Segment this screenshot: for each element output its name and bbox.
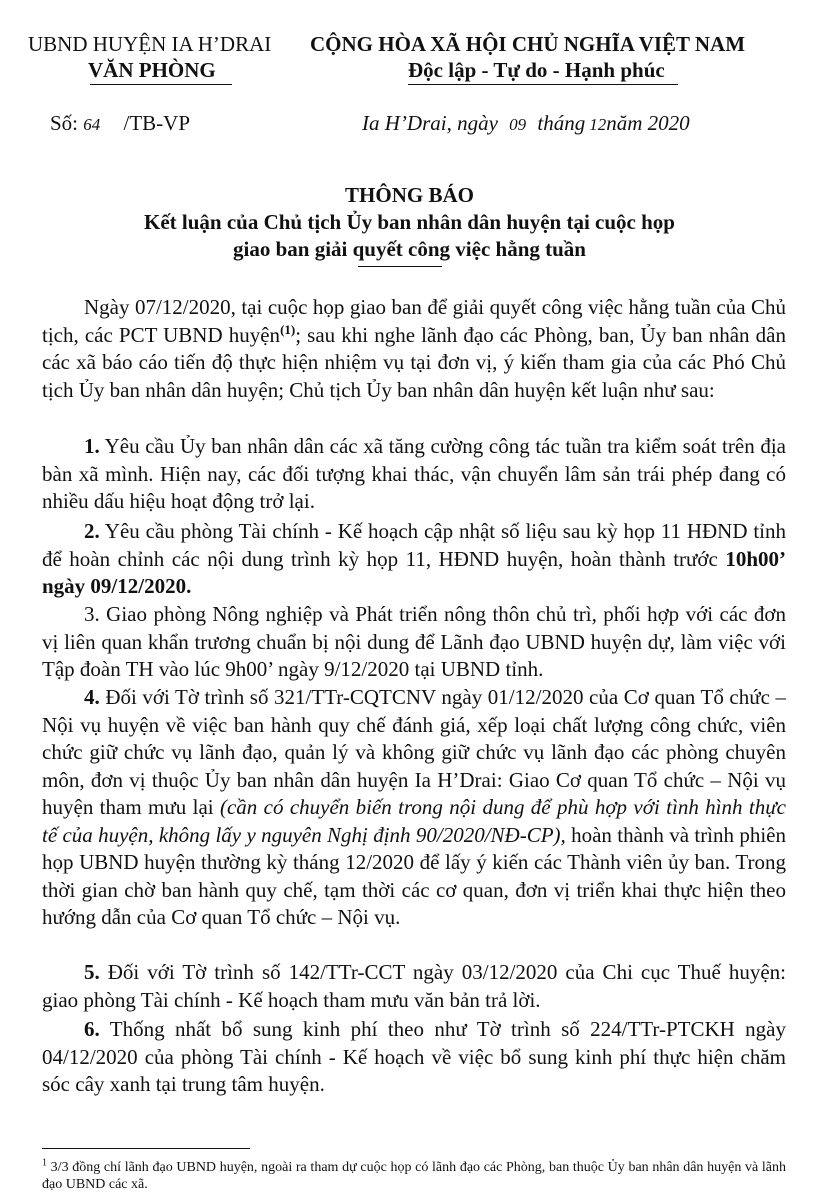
item-number: 4. xyxy=(84,685,100,709)
agency-name: UBND HUYỆN IA H’DRAI xyxy=(28,32,272,56)
footnote-mark: 1 xyxy=(42,1157,47,1169)
date-day: 09 xyxy=(509,115,527,134)
agency-underline xyxy=(90,84,232,85)
item-text: Đối với Tờ trình số 142/TTr-CCT ngày 03/12/2020 của Chi cục Thuế huyện: giao phòng Tài chính - Kế hoạch tham mưu văn bản trả lời. xyxy=(42,960,786,1012)
item-tail: hoàn thành và trình phiên họp UBND huyện thường kỳ tháng 12/2020 để lấy ý kiến các Thành viên ủy ban. Trong thời gian chờ ban hành quy chế, tạm thời các cơ quan, đơn vị triển khai thực hiện theo hướng dẫn của Cơ quan Tổ chức – Nội vụ. xyxy=(42,822,786,929)
deadline: 10h00’ ngày 09/12/2020. xyxy=(42,546,786,598)
footnote-text: 3/3 đồng chí lãnh đạo UBND huyện, ngoài ra tham dự cuộc họp có lãnh đạo các Phòng, ban thuộc Ủy ban nhân dân huyện và lãnh đạo UBND các xã. xyxy=(42,1160,786,1192)
date-prefix: Ia H’Drai, ngày xyxy=(362,111,498,135)
date-year: năm 2020 xyxy=(606,111,690,135)
item-6 xyxy=(42,1016,786,1099)
item-5 xyxy=(42,959,786,1014)
document-title: THÔNG BÁO xyxy=(345,183,474,207)
motto-underline xyxy=(408,84,678,85)
item-number: 1. xyxy=(84,434,100,458)
item-number: 5. xyxy=(84,960,100,984)
document-number xyxy=(50,110,190,138)
item-text: Yêu cầu Ủy ban nhân dân các xã tăng cường công tác tuần tra kiểm soát trên địa bàn xã mình. Hiện nay, các đối tượng khai thác, vận chuyển lâm sản trái phép đang có nhiều dấu hiệu hoạt động trở lại. xyxy=(42,434,786,513)
number-suffix: /TB-VP xyxy=(123,111,191,135)
intro-paragraph xyxy=(42,294,786,404)
office-name: VĂN PHÒNG xyxy=(88,58,216,82)
document-subject-line2: giao ban giải quyết công việc hằng tuần xyxy=(233,237,586,261)
intro-part2: ; sau khi nghe lãnh đạo các Phòng, ban, Ủy ban nhân dân các xã báo cáo tiến độ thực hiện nhiệm vụ tại đơn vị, ý kiến tham gia của các Phó Chủ tịch Ủy ban nhân dân huyện; Chủ tịch Ủy ban nhân dân huyện kết luận như sau: xyxy=(42,322,786,402)
item-4 xyxy=(42,684,786,932)
item-italic-note: (cần có chuyển biến trong nội dung để phù hợp với tình hình thực tế của huyện, không lấy y nguyên Nghị định 90/2020/NĐ-CP), xyxy=(42,795,786,847)
item-number: 2. xyxy=(84,519,100,543)
number-prefix: Số: xyxy=(50,111,79,135)
date-month-label: tháng xyxy=(537,111,586,135)
item-1 xyxy=(42,433,786,516)
footnote xyxy=(42,1159,786,1193)
intro-part1: Ngày 07/12/2020, tại cuộc họp giao ban để giải quyết công việc hằng tuần của Chủ tịch, các PCT UBND huyện xyxy=(42,295,786,347)
item-text: Yêu cầu phòng Tài chính - Kế hoạch cập nhật số liệu sau kỳ họp 11 HĐND tỉnh để hoàn chỉnh các nội dung trình kỳ họp 11, HĐND huyện, hoàn thành trước xyxy=(42,519,786,571)
item-3 xyxy=(42,601,786,684)
document-subject-line1: Kết luận của Chủ tịch Ủy ban nhân dân huyện tại cuộc họp xyxy=(144,210,675,234)
title-underline xyxy=(358,266,442,267)
number-value: 64 xyxy=(83,115,101,134)
item-text: Đối với Tờ trình số 321/TTr-CQTCNV ngày 01/12/2020 của Cơ quan Tổ chức – Nội vụ huyện về việc ban hành quy chế đánh giá, xếp loại chất lượng công chức, viên chức giữ chức vụ lãnh đạo, quản lý và không giữ chức vụ lãnh đạo các phòng chuyên môn, đơn vị thuộc Ủy ban nhân dân huyện Ia H’Drai: Giao Cơ quan Tổ chức – Nội vụ huyện tham mưu lại xyxy=(42,685,786,819)
national-motto: Độc lập - Tự do - Hạnh phúc xyxy=(408,58,665,82)
item-text: Thống nhất bổ sung kinh phí theo như Tờ trình số 224/TTr-PTCKH ngày 04/12/2020 của phòng Tài chính - Kế hoạch về việc bổ sung kinh phí thực hiện chăm sóc cây xanh tại trung tâm huyện. xyxy=(42,1017,786,1096)
national-title: CỘNG HÒA XÃ HỘI CHỦ NGHĨA VIỆT NAM xyxy=(310,32,746,56)
item-text: Giao phòng Nông nghiệp và Phát triển nông thôn chủ trì, phối hợp với các đơn vị liên quan khẩn trương chuẩn bị nội dung để Lãnh đạo UBND huyện dự, làm việc với Tập đoàn TH vào lúc 9h00’ ngày 9/12/2020 tại UBND tỉnh. xyxy=(42,602,786,681)
footnote-separator xyxy=(42,1148,250,1149)
date-month: 12 xyxy=(589,115,607,134)
item-2 xyxy=(42,518,786,601)
footnote-reference: (1) xyxy=(280,321,296,337)
document-date xyxy=(362,110,690,138)
item-number: 3. xyxy=(84,602,100,626)
item-number: 6. xyxy=(84,1017,100,1041)
